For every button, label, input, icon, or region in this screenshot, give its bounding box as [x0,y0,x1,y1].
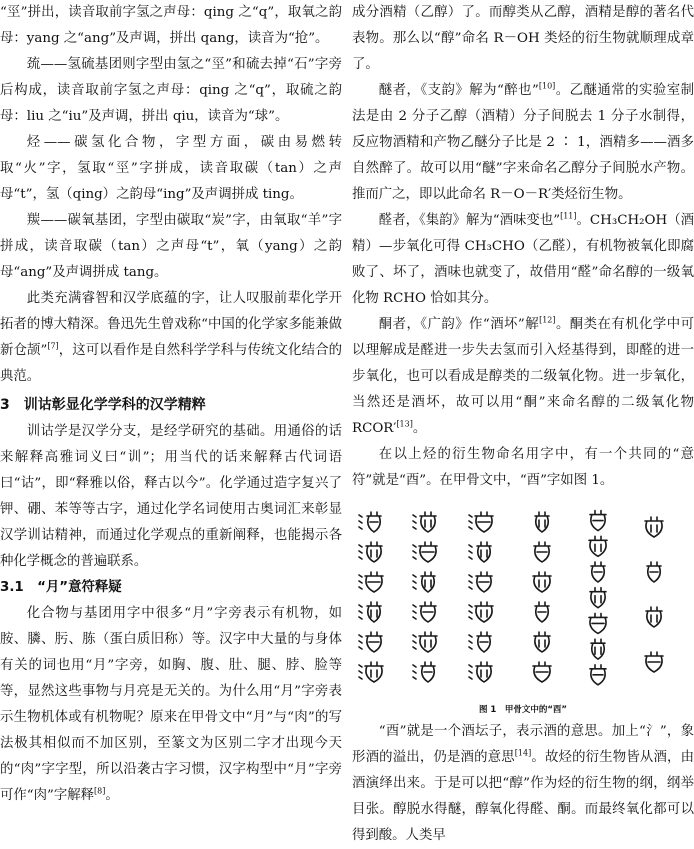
paragraph-right-1: 成分酒精（乙醇）了。而醇类从乙醇，酒精是醇的著名代表物。那么以“醇”命名 R－OH 类烃的衍生物就顺理成章了。 [352,5,694,72]
you-glyph-c2-r2 [413,542,437,562]
you-glyph-c3-r2 [469,542,491,562]
paragraph-left-7 [0,601,342,809]
citation-ref-7: [7] [47,341,59,351]
citation-ref-14: [14] [514,748,532,758]
paragraph-left-3: 烃——碳氢化合物，字型方面，碳由易燃转取“火”字，氢取“巠”字拼成，读音取碳（tan）之声母“t”，氢（qing）之韵母“ing”及声调拼成 ting。 [0,135,342,202]
you-glyph-c4-r2 [534,542,550,562]
paragraph-right-2-tail: 。乙醚通常的实验室制法是由 2 分子乙醇（酒精）分子间脱去 1 分子水制得，反应物酒精和产物乙醚分子比是 2 ∶ 1，酒精多——酒多自然醉了。故可以用“醚”字来命名乙醇分子间脱水产物。推而广之，即以此命名 R－O－R′类烃衍生物。 [352,83,694,202]
you-glyph-c3-r5 [469,632,491,652]
you-glyph-c3-r1 [469,512,493,532]
you-glyph-c6-r3 [646,607,662,627]
you-glyph-c5-r1 [590,511,606,531]
you-glyph-c5-r5 [589,613,607,633]
paragraph-right-6 [352,719,694,849]
you-glyph-c2-r1 [413,512,436,532]
you-glyph-c4-r5 [534,632,550,652]
you-glyph-c6-r2 [647,562,661,582]
paragraph-left-1: “巠”拼出，读音取前字氢之声母：qing 之“q”，取氧之韵母：yang 之“ang”及声调，拼出 qang，读音为“抢”。 [0,5,342,46]
you-glyph-c5-r2 [589,536,607,556]
paragraph-left-2: 巯——氢硫基团则字型由氢之“巠”和硫去掉“石”字旁后构成，读音取前字氢之声母：qing 之“q”，取硫之韵母：liu 之“iu”及声调，拼出 qiu，读音为“球”。 [0,57,342,124]
paragraph-left-7-text: 化合物与基团用字中很多“月”字旁表示有机物，如胺、膦、肟、胨（蛋白质旧称）等。汉字中大量的与身体有关的词也用“月”字旁，如胸、腹、肚、腿、脖、脸等等，显然这些事物与月亮是无关的。为什么用“月”字旁表示生物机体或有机物呢？原来在甲骨文中“月”与“肉”的写法极其相似而不加区别，至篆文为区别二字才出现今天的“肉”字字型，所以沿袭古字习惯，汉字构型中“月”字旁可作“肉”字解释 [0,606,342,803]
paragraph-right-4-tail: 。酮类在有机化学中可以理解成是醛进一步失去氢而引入烃基得到，即醛的进一步氧化，也可以看成是醇类的二级氧化物。进一步氧化，当然还是酒坏，故可以用“酮”来命名醇的二级氧化物 RCOR′ [352,317,694,436]
paragraph-right-2-text: 醚者，《支韵》解为“醉也” [378,83,539,98]
you-glyph-c4-r3 [533,572,551,592]
oracle-bone-figure [352,498,694,703]
you-glyph-c3-r3 [469,572,492,592]
you-glyph-c1-r5 [359,632,382,652]
oracle-bone-glyph-grid [352,498,694,688]
you-glyph-c5-r7 [590,665,606,685]
paragraph-right-6-tail: 。故烃的衍生物皆从酒，由酒演绎出来。于是可以把“醇”作为烃的衍生物的纲，纲举目张。醇脱水得醚，醇氧化得醛、酮。而最终氧化都可以得到酸。人类早 [352,750,694,843]
you-glyph-c1-r1 [359,512,381,532]
you-glyph-c5-r4 [590,588,606,608]
paragraph-left-5-text: 此类充满睿智和汉学底蕴的字，让人叹服前辈化学开拓者的博大精深。鲁迅先生曾戏称“中国的化学家多能兼做新仓颉” [0,291,342,358]
you-glyph-c3-r6 [469,662,492,682]
you-glyph-c2-r3 [413,572,435,592]
you-glyph-c1-r6 [359,662,383,682]
paragraph-left-5 [0,286,342,390]
left-column [0,0,342,809]
paragraph-left-5-tail: ，这可以看作是自然科学学科与传统文化结合的典范。 [0,343,342,384]
citation-ref-8: [8] [94,786,106,796]
you-glyph-c4-r4 [535,602,549,622]
you-glyph-c2-r5 [413,632,437,652]
paragraph-right-4-text: 酮者，《广韵》作“酒坏”解 [378,317,540,332]
you-glyph-c2-r6 [413,662,435,682]
paragraph-right-3-tail: 。CH₃CH₂OH（酒精）—步氧化可得 CH₃CHO（乙醛），有机物被氧化即腐败了、坏了，酒味也就变了，故借用“醛”命名醇的一级氧化物 RCHO 恰如其分。 [352,213,694,306]
paragraph-right-5: 在以上烃的衍生物命名用字中，有一个共同的“意符”就是“酉”。在甲骨文中，“酉”字如图 1。 [352,447,694,488]
you-glyph-c6-r4 [645,652,663,672]
paragraph-left-6: 训诂学是汉学分支，是经学研究的基础。用通俗的话来解释高雅词义曰“训”；用当代的话来解释古代词语曰“诂”，即“释雅以俗，释古以今”。化学通过造字复兴了钾、硼、苯等等古字，通过化学名词使用古奥词汇来彰显汉学训诂精神，而通过化学观点的重新阐释，也能揭示各种化学概念的普遍联系。 [0,424,342,569]
paragraph-left-4: 羰——碳氧基团，字型由碳取“炭”字，由氧取“羊”字拼成，读音取碳（tan）之声母“t”，氧（yang）之韵母“ang”及声调拼成 tang。 [0,213,342,280]
you-glyph-c4-r6 [533,662,551,682]
you-glyph-c6-r1 [645,517,663,537]
paragraph-right-3-text: 醛者，《集韵》解为“酒味变也” [378,213,561,228]
you-glyph-c5-r3 [591,562,605,582]
paragraph-right-6-text: “酉”就是一个酒坛子，表示酒的意思。加上“氵”，象形酒的溢出，仍是酒的意思 [352,724,694,765]
citation-ref-10: [10] [538,81,556,91]
you-glyph-c1-r3 [359,572,383,592]
figure-caption: 图 1 甲骨文中的“酉” [478,705,568,715]
paragraph-left-7-tail: 。 [105,788,119,803]
paragraph-right-2 [352,78,694,208]
paragraph-right-4-tail2: 。 [412,421,427,436]
section-heading: 3 训诂彰显化学学科的汉学精粹 [0,397,206,413]
paragraph-right-4 [352,312,694,442]
citation-ref-12: [12] [539,315,556,325]
you-glyph-c3-r4 [469,602,493,622]
you-glyph-c1-r4 [359,602,381,622]
you-glyph-c4-r1 [535,512,549,532]
citation-ref-11: [11] [560,211,577,221]
right-column [352,0,694,849]
paragraph-right-3 [352,208,694,312]
subsection-heading: 3.1 “月”意符释疑 [0,580,122,595]
you-glyph-c2-r4 [413,602,436,622]
you-glyph-c5-r6 [591,639,605,659]
citation-ref-13: [13] [396,419,413,429]
you-glyph-c1-r2 [359,542,382,562]
